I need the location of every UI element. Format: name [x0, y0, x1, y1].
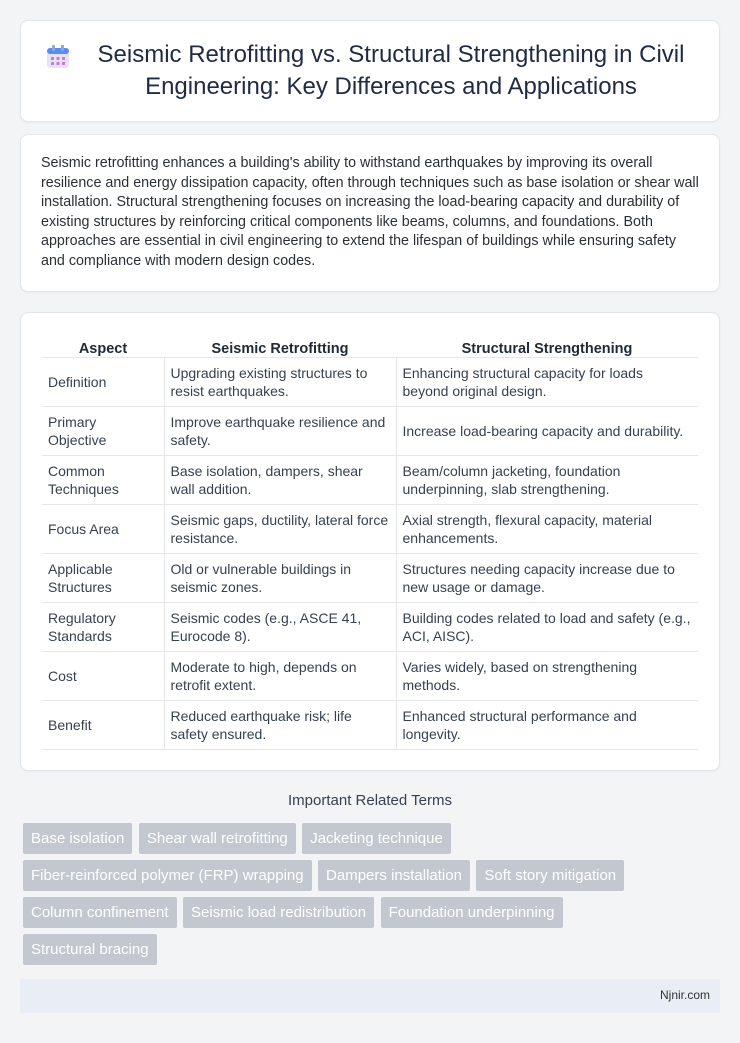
- table-row: [42, 455, 698, 504]
- related-term-tag[interactable]: Dampers installation: [318, 860, 470, 891]
- related-terms-title: Important Related Terms: [288, 792, 452, 809]
- row-aspect: Cost: [42, 651, 164, 700]
- header-aspect: Aspect: [42, 335, 164, 357]
- related-term-tag[interactable]: Soft story mitigation: [476, 860, 624, 891]
- row-structural: Beam/column jacketing, foundation underpinning, slab strengthening.: [396, 455, 698, 504]
- row-structural: Increase load-bearing capacity and durability.: [396, 406, 698, 455]
- related-terms-list: [23, 823, 703, 971]
- row-aspect: Focus Area: [42, 504, 164, 553]
- table-row: [42, 651, 698, 700]
- table-row: [42, 700, 698, 749]
- related-term-tag[interactable]: Foundation underpinning: [381, 897, 563, 928]
- related-term-tag[interactable]: Jacketing technique: [302, 823, 451, 854]
- footer-site-link[interactable]: Njnir.com: [659, 988, 710, 1002]
- row-seismic: Moderate to high, depends on retrofit extent.: [164, 651, 396, 700]
- row-structural: Building codes related to load and safety (e.g., ACI, AISC).: [396, 602, 698, 651]
- related-term-tag[interactable]: Shear wall retrofitting: [139, 823, 296, 854]
- row-structural: Enhanced structural performance and longevity.: [396, 700, 698, 749]
- table-row: [42, 357, 698, 406]
- related-term-tag[interactable]: Fiber-reinforced polymer (FRP) wrapping: [23, 860, 312, 891]
- table-row: [42, 406, 698, 455]
- row-aspect: Benefit: [42, 700, 164, 749]
- row-seismic: Seismic codes (e.g., ASCE 41, Eurocode 8).: [164, 602, 396, 651]
- related-term-tag[interactable]: Seismic load redistribution: [183, 897, 374, 928]
- row-seismic: Base isolation, dampers, shear wall addition.: [164, 455, 396, 504]
- row-structural: Axial strength, flexural capacity, material enhancements.: [396, 504, 698, 553]
- header-seismic-retrofitting: Seismic Retrofitting: [164, 335, 396, 357]
- comparison-table: [42, 335, 698, 750]
- row-aspect: Primary Objective: [42, 406, 164, 455]
- row-structural: Enhancing structural capacity for loads beyond original design.: [396, 357, 698, 406]
- row-seismic: Reduced earthquake risk; life safety ensured.: [164, 700, 396, 749]
- table-row: [42, 504, 698, 553]
- row-seismic: Seismic gaps, ductility, lateral force resistance.: [164, 504, 396, 553]
- table-row: [42, 553, 698, 602]
- comparison-table-card: [20, 312, 720, 771]
- intro-paragraph: Seismic retrofitting enhances a building's ability to withstand earthquakes by improving its overall resilience and energy dissipation capacity, often through techniques such as base isolation or shear wall installation. Structural strengthening focuses on increasing the load-bearing capacity and durability of existing structures by reinforcing critical components like beams, columns, and foundations. Both approaches are essential in civil engineering to extend the lifespan of buildings while ensuring safety and compliance with modern design codes.: [41, 155, 699, 269]
- page-title: Seismic Retrofitting vs. Structural Strengthening in Civil Engineering: Key Differences and Applications: [97, 41, 685, 100]
- related-term-tag[interactable]: Column confinement: [23, 897, 177, 928]
- calendar-icon: [45, 44, 71, 70]
- row-aspect: Applicable Structures: [42, 553, 164, 602]
- table-row: [42, 602, 698, 651]
- row-seismic: Upgrading existing structures to resist earthquakes.: [164, 357, 396, 406]
- related-term-tag[interactable]: Base isolation: [23, 823, 132, 854]
- row-seismic: Old or vulnerable buildings in seismic zones.: [164, 553, 396, 602]
- table-header-row: [42, 335, 698, 357]
- footer: [20, 979, 720, 1013]
- row-structural: Varies widely, based on strengthening methods.: [396, 651, 698, 700]
- row-aspect: Definition: [42, 357, 164, 406]
- title-card: [20, 20, 720, 122]
- row-aspect: Regulatory Standards: [42, 602, 164, 651]
- row-seismic: Improve earthquake resilience and safety.: [164, 406, 396, 455]
- row-structural: Structures needing capacity increase due to new usage or damage.: [396, 553, 698, 602]
- related-term-tag[interactable]: Structural bracing: [23, 934, 157, 965]
- row-aspect: Common Techniques: [42, 455, 164, 504]
- intro-card: [20, 134, 720, 292]
- header-structural-strengthening: Structural Strengthening: [396, 335, 698, 357]
